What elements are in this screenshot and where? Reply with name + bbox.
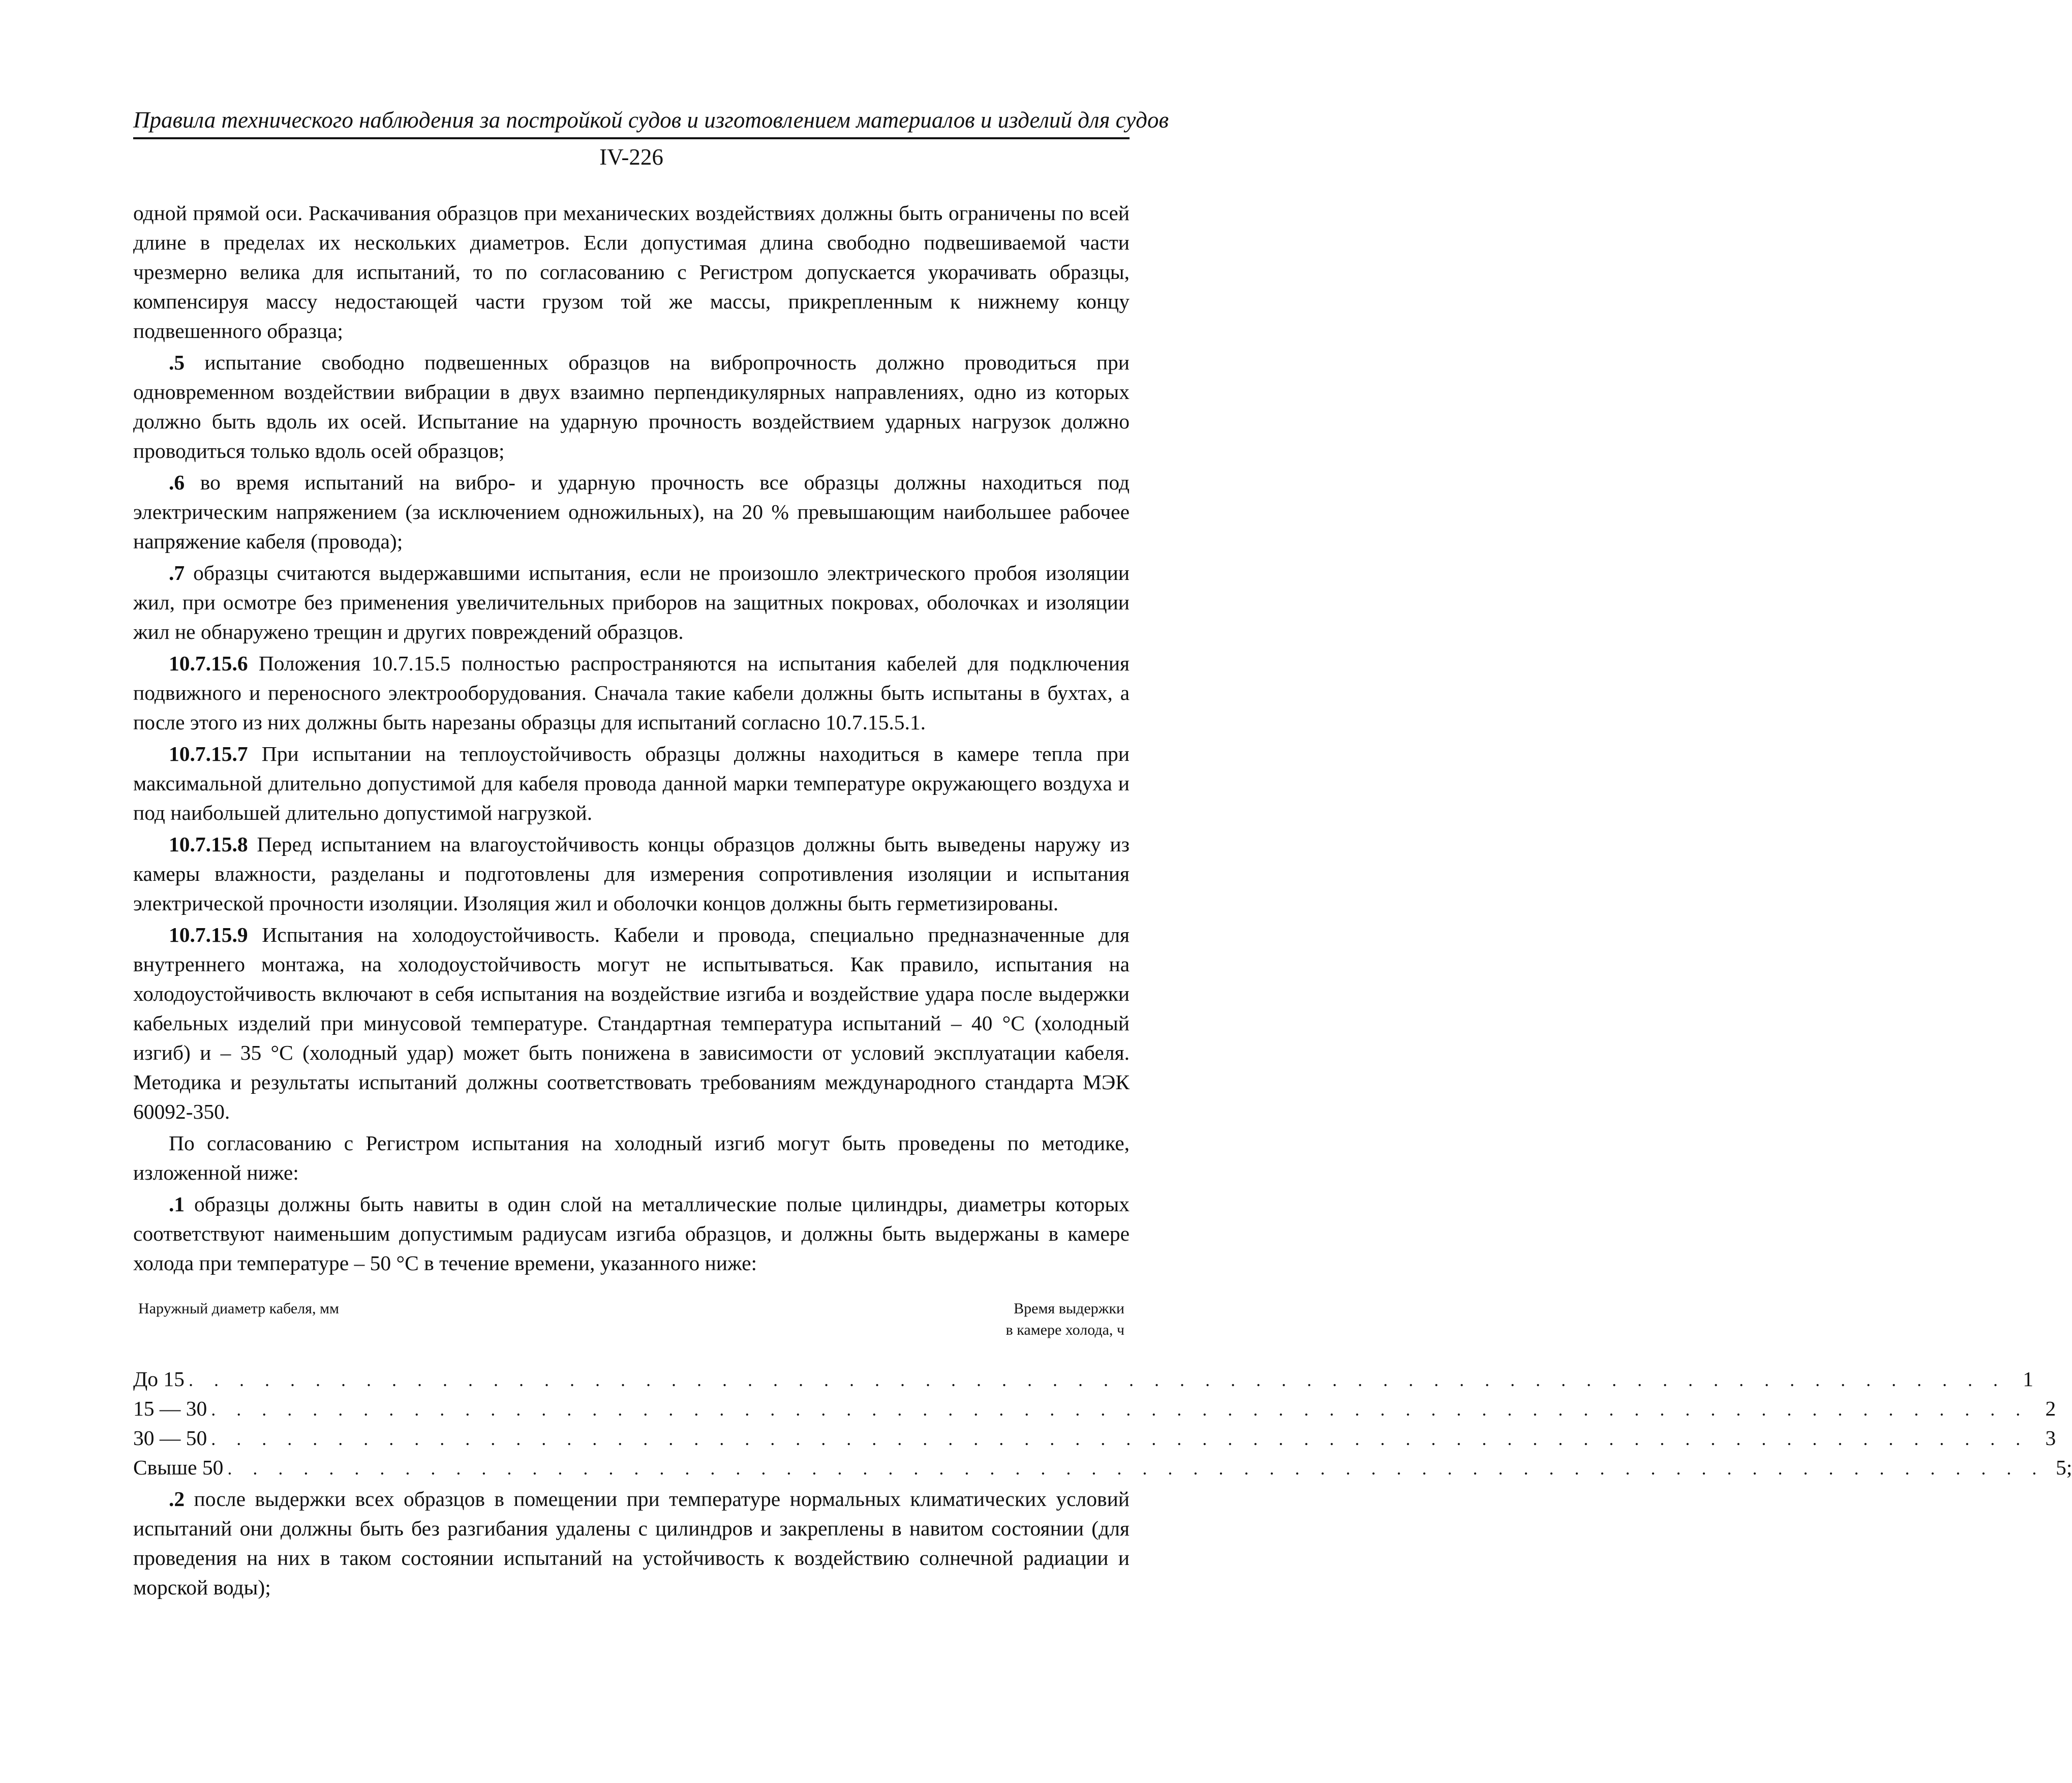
paragraph-10-7-15-9: [133, 920, 1130, 1126]
table-row: [133, 1453, 2072, 1482]
paragraph-text: образцы считаются выдержавшими испытания, если не произошло электрического пробоя изоляции жил, при осмотре без применения увеличительных приборов на защитных покровах, оболочках и изоляции жил не обнаружено трещин и других повреждений образцов.: [133, 561, 1130, 643]
table-header: [133, 1298, 1130, 1364]
dot-leader: . . . . . . . . . . . . . . . . . . . . . . . . . . . . . . . . . . . . . . . . . . . . . . . . . . . . . . . . . . . . . . . . . . . . . . . .: [211, 1399, 2029, 1420]
page-number: IV-226: [599, 144, 663, 170]
paragraph-text: Перед испытанием на влагоустойчивость концы образцов должны быть выведены наружу из камеры влажности, разделаны и подготовлены для измерения сопротивления изоляции и испытания электрической прочности изоляции. Изоляция жил и оболочки концов должны быть герметизированы.: [133, 833, 1130, 915]
column-header-time-line2: в камере холода, ч: [1005, 1321, 1124, 1338]
table-row: [133, 1423, 2056, 1453]
body-text: [133, 198, 2072, 1602]
paragraph-text: испытание свободно подвешенных образцов на вибропрочность должно проводиться при одновременном воздействии вибрации в двух взаимно перпендикулярных направлениях, одно из которых должно быть вдоль их осей. Испытание на ударную прочность воздействием ударных нагрузок должно проводиться только вдоль осей образцов;: [133, 351, 1130, 463]
table-row: [133, 1364, 2033, 1394]
paragraph-text: образцы должны быть навиты в один слой на металлические полые цилиндры, диаметры которых соответствуют наименьшим допустимым радиусам изгиба образцов, и должны быть выдержаны в камере холода при температуре – 50 °C в течение времени, указанного ниже:: [133, 1192, 1130, 1275]
paragraph-item-2: [133, 1484, 1130, 1602]
dot-leader: . . . . . . . . . . . . . . . . . . . . . . . . . . . . . . . . . . . . . . . . . . . . . . . . . . . . . . . . . . . . . . . . . . . . . . . .: [227, 1458, 2045, 1479]
item-number: .2: [169, 1487, 185, 1511]
paragraph-text: Положения 10.7.15.5 полностью распространяются на испытания кабелей для подключения подвижного и переносного электрооборудования. Сначала такие кабели должны быть испытаны в бухтах, а после этого из них должны быть нарезаны образцы для испытаний согласно 10.7.15.5.1.: [133, 652, 1130, 734]
item-number: .5: [169, 351, 185, 374]
paragraph-text: во время испытаний на вибро- и ударную прочность все образцы должны находиться под электрическим напряжением (за исключением одножильных), на 20 % превышающим наибольшее рабочее напряжение кабеля (провода);: [133, 471, 1130, 553]
paragraph-item-5: [133, 348, 1130, 466]
column-header-time-line1: Время выдержки: [1014, 1300, 1124, 1317]
paragraph-item-6: [133, 468, 1130, 556]
row-value: 1: [2023, 1367, 2033, 1391]
section-number: 10.7.15.9: [169, 923, 248, 946]
row-label: Свыше 50: [133, 1456, 224, 1479]
section-number: 10.7.15.7: [169, 742, 248, 765]
paragraph-continuation: одной прямой оси. Раскачивания образцов при механических воздействиях должны быть ограничены по всей длине в пределах их нескольких диаметров. Если допустимая длина свободно подвешиваемой части чрезмерно велика для испытаний, то по согласованию с Регистром допускается укорачивать образцы, компенсируя массу недостающей части грузом той же массы, прикрепленным к нижнему концу подвешенного образца;: [133, 201, 1130, 343]
row-value: 5;: [2056, 1456, 2072, 1479]
paragraph-text: Испытания на холодоустойчивость. Кабели и провода, специально предназначенные для внутреннего монтажа, на холодоустойчивость могут не испытываться. Как правило, испытания на холодоустойчивость включают в себя испытания на воздействие изгиба и воздействие удара после выдержки кабельных изделий при минусовой температуре. Стандартная температура испытаний – 40 °C (холодный изгиб) и – 35 °C (холодный удар) может быть понижена в зависимости от условий эксплуатации кабеля. Методика и результаты испытаний должны соответствовать требованиям международного стандарта МЭК 60092-350.: [133, 923, 1130, 1123]
row-value: 2: [2045, 1397, 2056, 1420]
row-value: 3: [2045, 1426, 2056, 1450]
paragraph-item-1: [133, 1189, 1130, 1278]
running-header: Правила технического наблюдения за постройкой судов и изготовлением материалов и изделий для судов: [133, 107, 1169, 133]
header-rule: [133, 137, 1130, 139]
column-header-time: [1006, 1298, 1124, 1341]
item-number: .1: [169, 1192, 185, 1216]
paragraph-text: При испытании на теплоустойчивость образцы должны находиться в камере тепла при максимальной длительно допустимой для кабеля провода данной марки температуре окружающего воздуха и под наибольшей длительно допустимой нагрузкой.: [133, 742, 1130, 824]
dot-leader: . . . . . . . . . . . . . . . . . . . . . . . . . . . . . . . . . . . . . . . . . . . . . . . . . . . . . . . . . . . . . . . . . . . . . . . .: [188, 1370, 2006, 1390]
row-label: 15 — 30: [133, 1397, 207, 1420]
paragraph-item-7: [133, 558, 1130, 647]
table-row: [133, 1394, 2056, 1423]
section-number: 10.7.15.8: [169, 833, 248, 856]
exposure-time-table: [133, 1298, 2072, 1482]
item-number: .6: [169, 471, 185, 494]
row-label: До 15: [133, 1367, 185, 1391]
paragraph-text: после выдержки всех образцов в помещении при температуре нормальных климатических условий испытаний они должны быть без разгибания удалены с цилиндров и закреплены в навитом состоянии (для проведения на них в таком состоянии испытаний на устойчивость к воздействию солнечной радиации и морской воды);: [133, 1487, 1130, 1599]
paragraph-10-7-15-7: [133, 739, 1130, 827]
column-header-diameter: Наружный диаметр кабеля, мм: [138, 1300, 339, 1317]
row-label: 30 — 50: [133, 1426, 207, 1450]
paragraph-10-7-15-8: [133, 829, 1130, 918]
dot-leader: . . . . . . . . . . . . . . . . . . . . . . . . . . . . . . . . . . . . . . . . . . . . . . . . . . . . . . . . . . . . . . . . . . . . . . . .: [211, 1429, 2029, 1449]
paragraph-agreement: По согласованию с Регистром испытания на холодный изгиб могут быть проведены по методике, изложенной ниже:: [133, 1131, 1130, 1184]
item-number: .7: [169, 561, 185, 585]
paragraph-10-7-15-6: [133, 649, 1130, 737]
section-number: 10.7.15.6: [169, 652, 248, 675]
